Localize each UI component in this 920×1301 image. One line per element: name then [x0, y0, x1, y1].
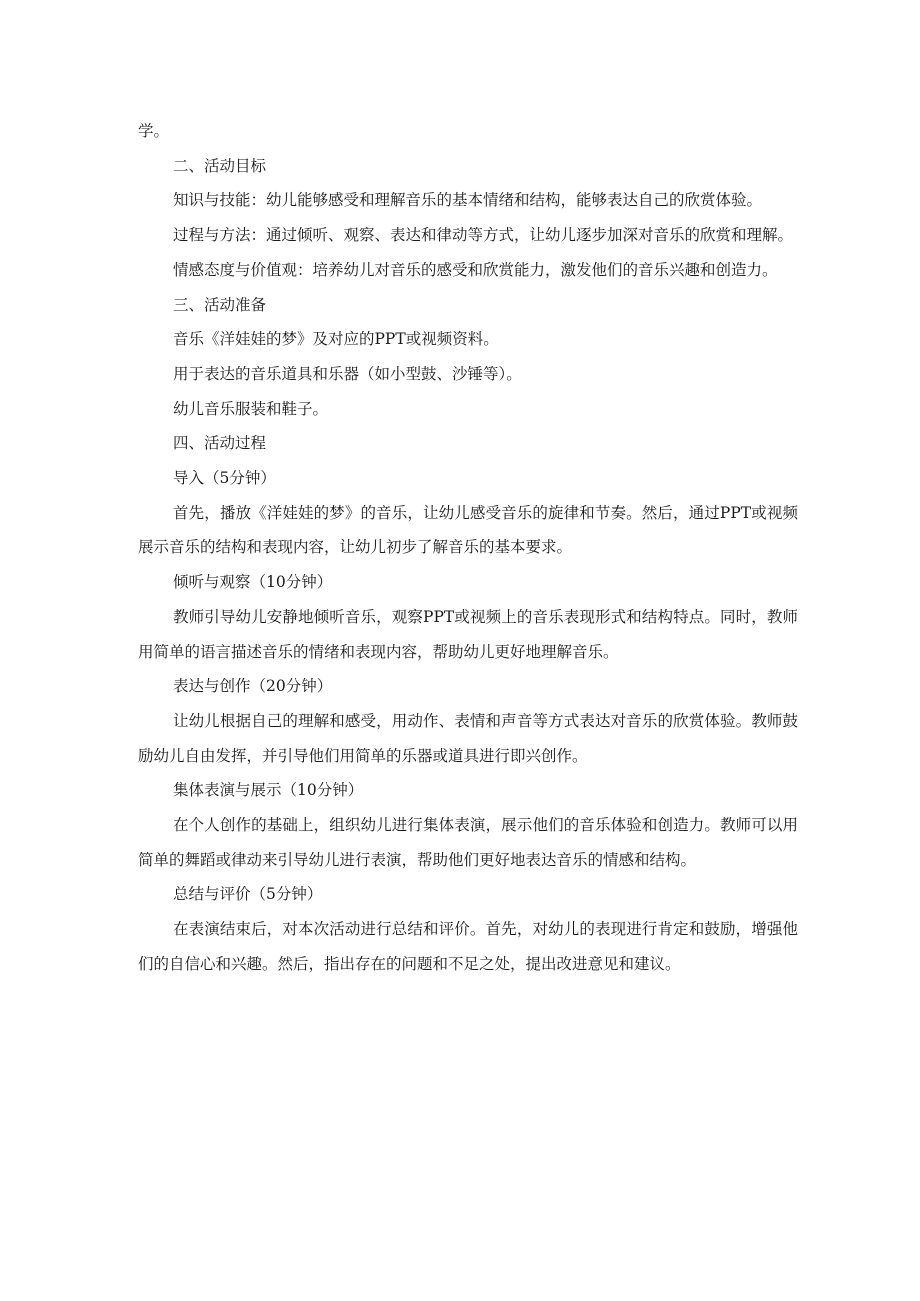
step-heading-listen: 倾听与观察（10分钟） — [173, 573, 333, 592]
preparation-item: 幼儿音乐服装和鞋子。 — [173, 399, 329, 418]
goal-process-methods: 过程与方法：通过倾听、观察、表达和律动等方式，让幼儿逐步加深对音乐的欣赏和理解。 — [173, 226, 794, 245]
goal-emotion-values: 情感态度与价值观：培养幼儿对音乐的感受和欣赏能力，激发他们的音乐兴趣和创造力。 — [173, 260, 778, 279]
step-heading-intro: 导入（5分钟） — [173, 469, 276, 488]
step-heading-summary: 总结与评价（5分钟） — [173, 885, 323, 904]
preparation-item: 用于表达的音乐道具和乐器（如小型鼓、沙锤等）。 — [173, 364, 522, 383]
step-body-perform: 在个人创作的基础上，组织幼儿进行集体表演，展示他们的音乐体验和创造力。教师可以用简单的舞蹈或律动来引导幼儿进行表演，帮助他们更好地表达音乐的情感和结构。 — [138, 816, 798, 869]
goal-knowledge-skills: 知识与技能：幼儿能够感受和理解音乐的基本情绪和结构，能够表达自己的欣赏体验。 — [173, 191, 763, 210]
section-heading-process: 四、活动过程 — [173, 434, 267, 453]
preparation-item: 音乐《洋娃娃的梦》及对应的PPT或视频资料。 — [173, 330, 499, 349]
section-heading-goals: 二、活动目标 — [173, 156, 267, 175]
step-body-summary: 在表演结束后，对本次活动进行总结和评价。首先，对幼儿的表现进行肯定和鼓励，增强他们的自信心和兴趣。然后，指出存在的问题和不足之处，提出改进意见和建议。 — [138, 920, 798, 973]
document-body — [138, 114, 798, 982]
step-body-intro: 首先，播放《洋娃娃的梦》的音乐，让幼儿感受音乐的旋律和节奏。然后，通过PPT或视频展示音乐的结构和表现内容，让幼儿初步了解音乐的基本要求。 — [138, 503, 798, 557]
step-heading-perform: 集体表演与展示（10分钟） — [173, 781, 364, 800]
step-body-express: 让幼儿根据自己的理解和感受，用动作、表情和声音等方式表达对音乐的欣赏体验。教师鼓励幼儿自由发挥，并引导他们用简单的乐器或道具进行即兴创作。 — [138, 711, 798, 765]
paragraph-continuation: 学。 — [138, 122, 170, 140]
step-body-listen: 教师引导幼儿安静地倾听音乐，观察PPT或视频上的音乐表现形式和结构特点。同时，教师用简单的语言描述音乐的情绪和表现内容，帮助幼儿更好地理解音乐。 — [138, 607, 798, 661]
step-heading-express: 表达与创作（20分钟） — [173, 677, 333, 696]
section-heading-preparation: 三、活动准备 — [173, 295, 267, 314]
